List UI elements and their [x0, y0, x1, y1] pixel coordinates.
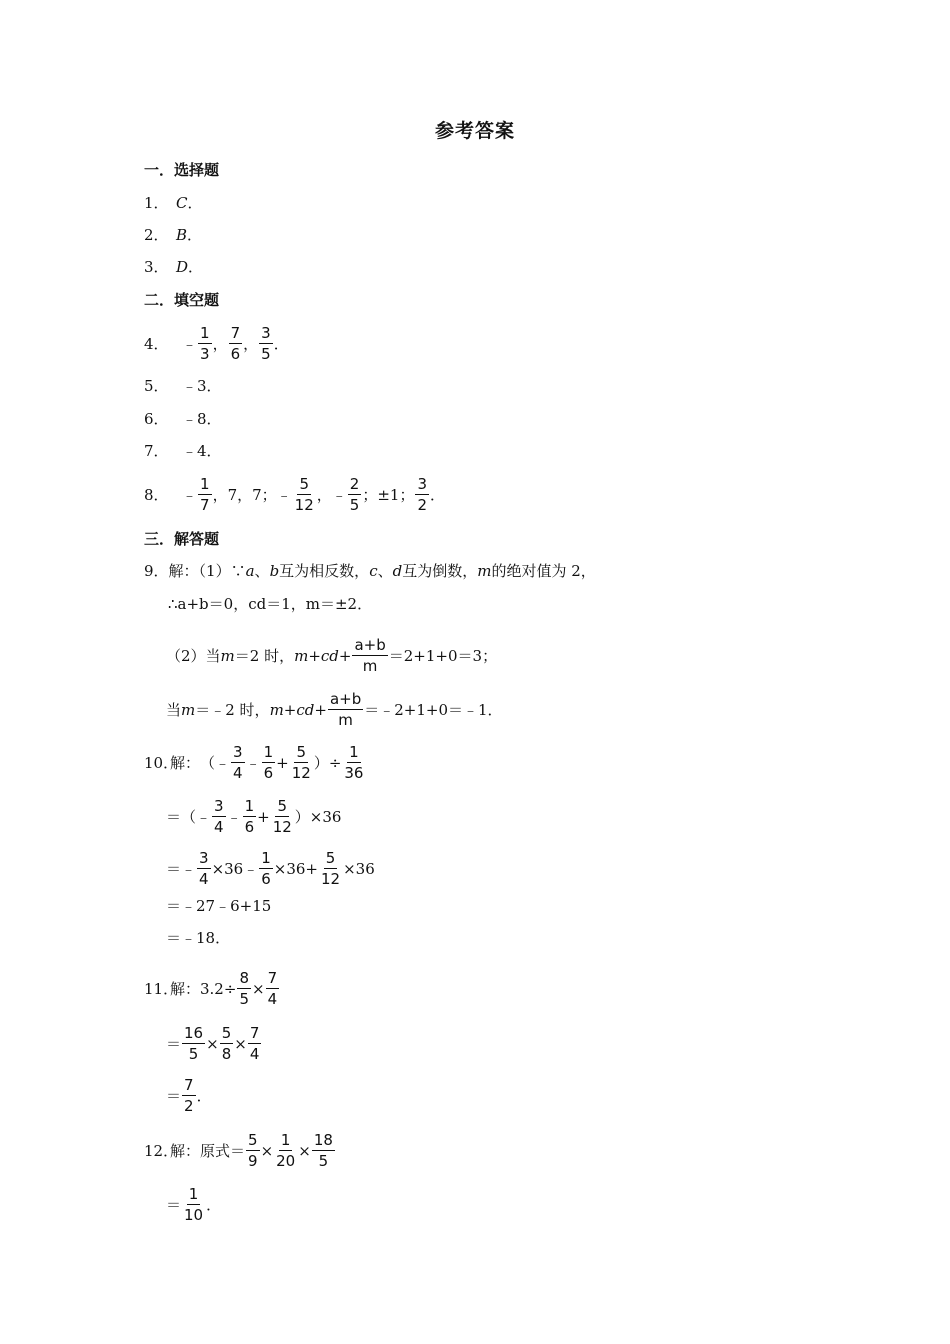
question-number: 6． [144, 410, 169, 428]
fraction: $\frac{a+b}{m}$ [329, 690, 362, 729]
fraction: $\frac{7}{4}$ [267, 969, 278, 1008]
fraction: $\frac{1}{3}$ [200, 324, 210, 363]
fraction: $\frac{7}{2}$ [184, 1076, 194, 1115]
answer-10-line-3: ＝﹣ $\frac{3}{4}$ ×36﹣ $\frac{1}{6}$ ×36+ $\frac{5}{12}$ ×36 [166, 849, 375, 888]
fraction: $\frac{5}{12}$ [291, 743, 311, 782]
answer-value: ﹣3． [182, 377, 222, 395]
fraction: $\frac{7}{4}$ [249, 1024, 260, 1063]
answer-1: 1． C ． [144, 194, 203, 212]
answer-8: 8． ﹣ $\frac{1}{7}$ ，7，7； ﹣ $\frac{5}{12}$ ， ﹣ $\frac{2}{5}$ ；±1； $\frac{3}{2}$ ． [144, 475, 446, 514]
fraction: $\frac{1}{20}$ [276, 1131, 296, 1170]
fraction: $\frac{1}{7}$ [200, 475, 210, 514]
answer-value: D [176, 258, 189, 276]
answer-3: 3． D ． [144, 258, 204, 276]
fraction: $\frac{5}{12}$ [321, 849, 341, 888]
answer-4: 4． ﹣ $\frac{1}{3}$ ， $\frac{7}{6}$ ， $\frac{3}{5}$ ． [144, 324, 289, 363]
question-number: 11． [144, 979, 179, 998]
question-number: 9． [144, 562, 169, 580]
answer-value: B [176, 226, 188, 244]
answer-2: 2． B ． [144, 226, 203, 244]
fraction: $\frac{3}{2}$ [417, 475, 428, 514]
section-solve-heading: 三．解答题 [144, 530, 220, 548]
answer-9-line-4: 当 m ＝﹣2 时， m+cd+ $\frac{a+b}{m}$ ＝﹣2+1+0＝﹣1． [166, 690, 503, 729]
fraction: $\frac{a+b}{m}$ [354, 636, 386, 675]
fraction: $\frac{16}{5}$ [184, 1024, 204, 1063]
answer-9-line-2: ∴a+b＝0，cd＝1，m＝±2． [168, 595, 373, 613]
answer-6 [144, 409, 222, 429]
fraction: $\frac{18}{5}$ [313, 1131, 333, 1170]
fraction: $\frac{3}{5}$ [261, 324, 271, 363]
fraction: $\frac{5}{12}$ [272, 797, 292, 836]
answer-value: ﹣8． [182, 410, 222, 428]
question-number: 1． [144, 194, 169, 212]
answer-9-line-3: （2）当 m ＝2 时， m+cd+ $\frac{a+b}{m}$ ＝2+1+0＝3； [166, 636, 498, 675]
fraction: $\frac{3}{4}$ [233, 743, 243, 782]
fraction: $\frac{1}{36}$ [344, 743, 364, 782]
answer-11-line-3: ＝ $\frac{7}{2}$ ． [166, 1076, 212, 1115]
question-number: 12． [144, 1141, 179, 1160]
answer-12-line-1: 12． 解：原式＝ $\frac{5}{9}$ × $\frac{1}{20}$ × $\frac{18}{5}$ [144, 1131, 333, 1170]
answer-11-line-1: 11． 解：3.2÷ $\frac{8}{5}$ × $\frac{7}{4}$ [144, 969, 278, 1008]
question-number: 7． [144, 442, 169, 460]
fraction: $\frac{1}{6}$ [244, 797, 255, 836]
answer-11-line-2: ＝ $\frac{16}{5}$ × $\frac{5}{8}$ × $\frac{7}{4}$ [166, 1024, 260, 1063]
question-number: 10． [144, 753, 179, 772]
answer-10-line-2: ＝（﹣ $\frac{3}{4}$ ﹣ $\frac{1}{6}$ + $\frac{5}{12}$ ）×36 [166, 797, 342, 836]
fraction: $\frac{5}{9}$ [248, 1131, 258, 1170]
question-number: 3． [144, 258, 169, 276]
question-number: 8． [144, 485, 169, 504]
answer-10-line-5: ＝﹣18． [166, 929, 231, 947]
question-number: 2． [144, 226, 169, 244]
fraction: $\frac{5}{8}$ [221, 1024, 232, 1063]
fraction: $\frac{7}{6}$ [230, 324, 241, 363]
fraction: $\frac{8}{5}$ [239, 969, 249, 1008]
fraction: $\frac{1}{6}$ [263, 743, 274, 782]
answer-10-line-4: ＝﹣27﹣6+15 [166, 897, 272, 915]
section-choice-heading: 一．选择题 [144, 161, 220, 179]
fraction: $\frac{3}{4}$ [214, 797, 224, 836]
answer-value: C [176, 194, 188, 212]
answer-10-line-1: 10． 解： （﹣ $\frac{3}{4}$ ﹣ $\frac{1}{6}$ + $\frac{5}{12}$ ）÷ $\frac{1}{36}$ [144, 743, 364, 782]
answer-7 [144, 441, 222, 461]
answer-9-line-1: 9． 解：（1）∵ a 、 b 互为相反数， c 、 d 互为倒数， m 的绝对值为 2， [144, 562, 596, 580]
answer-value: ﹣4． [182, 442, 222, 460]
question-number: 4． [144, 334, 169, 353]
section-fill-heading: 二．填空题 [144, 291, 220, 309]
fraction: $\frac{5}{12}$ [294, 475, 314, 514]
answer-12-line-2: ＝ $\frac{1}{10}$ ． [166, 1185, 222, 1224]
fraction: $\frac{3}{4}$ [199, 849, 209, 888]
fraction: $\frac{2}{5}$ [349, 475, 360, 514]
fraction: $\frac{1}{10}$ [184, 1185, 204, 1224]
fraction: $\frac{1}{6}$ [261, 849, 271, 888]
answer-5 [144, 376, 222, 396]
page-title: 参考答案 [434, 120, 515, 142]
question-number: 5． [144, 377, 169, 395]
